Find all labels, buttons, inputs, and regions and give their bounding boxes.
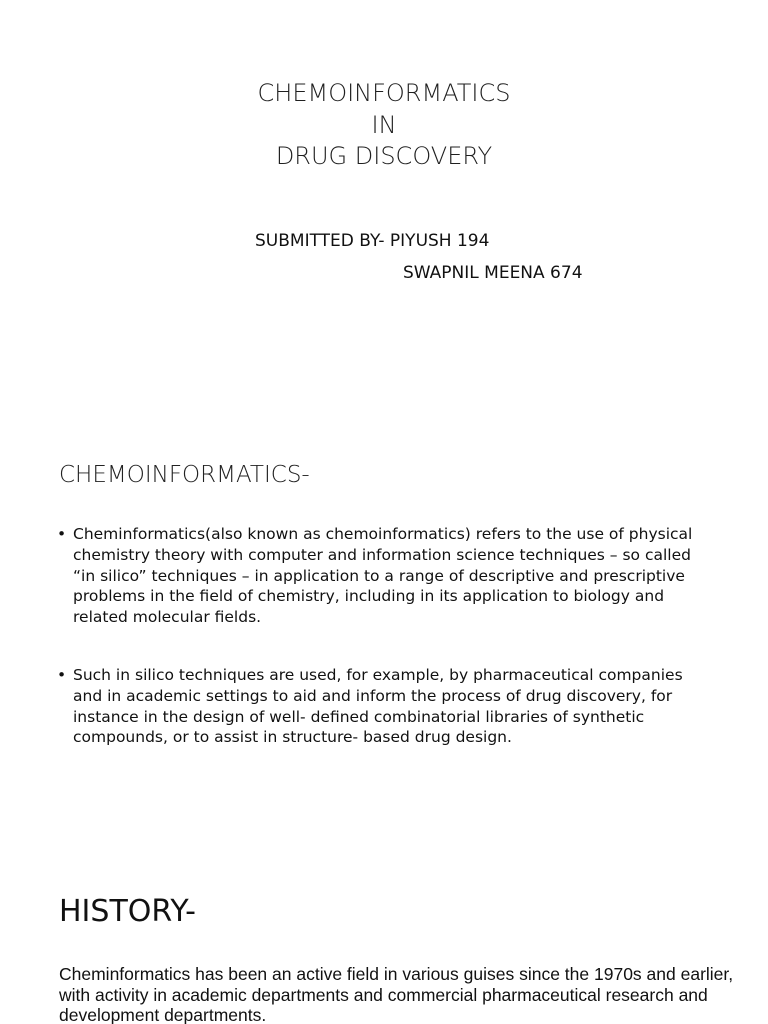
title-line-1: CHEMOINFORMATICS <box>257 79 511 107</box>
bullet-text: Such in silico techniques are used, for example, by pharmaceutical companies and in academic settings to aid and inform the process of drug discovery, for instance in the design of well- defined combinatorial libraries of synthetic compounds, or to assist in structure- based drug design. <box>73 666 683 747</box>
bullet-item <box>57 665 707 748</box>
history-slide <box>0 850 768 1024</box>
bullet-item <box>57 524 707 628</box>
bullet-dot: • <box>57 666 67 684</box>
history-body-text: Cheminformatics has been an active field in various guises since the 1970s and earlier, with activity in academic departments and commercial pharmaceutical research and development departments. <box>59 964 734 1024</box>
title-slide <box>0 0 768 430</box>
submitted-by-line-1: SUBMITTED BY- PIYUSH 194 <box>255 231 490 251</box>
history-heading: HISTORY- <box>59 894 196 929</box>
bullet-dot: • <box>57 525 67 543</box>
chemoinformatics-slide <box>0 430 768 850</box>
title-line-3: DRUG DISCOVERY <box>275 142 493 170</box>
title-line-2: IN <box>371 111 397 139</box>
bullet-text: Cheminformatics(also known as chemoinformatics) refers to the use of physical chemistry theory with computer and information science techniques – so called “in silico” techniques – in application to a range of descriptive and prescriptive problems in the field of chemistry, including in its application to biology and related molecular fields. <box>73 525 693 627</box>
section-heading: CHEMOINFORMATICS- <box>59 462 310 488</box>
submitted-by-line-2: SWAPNIL MEENA 674 <box>403 263 583 283</box>
